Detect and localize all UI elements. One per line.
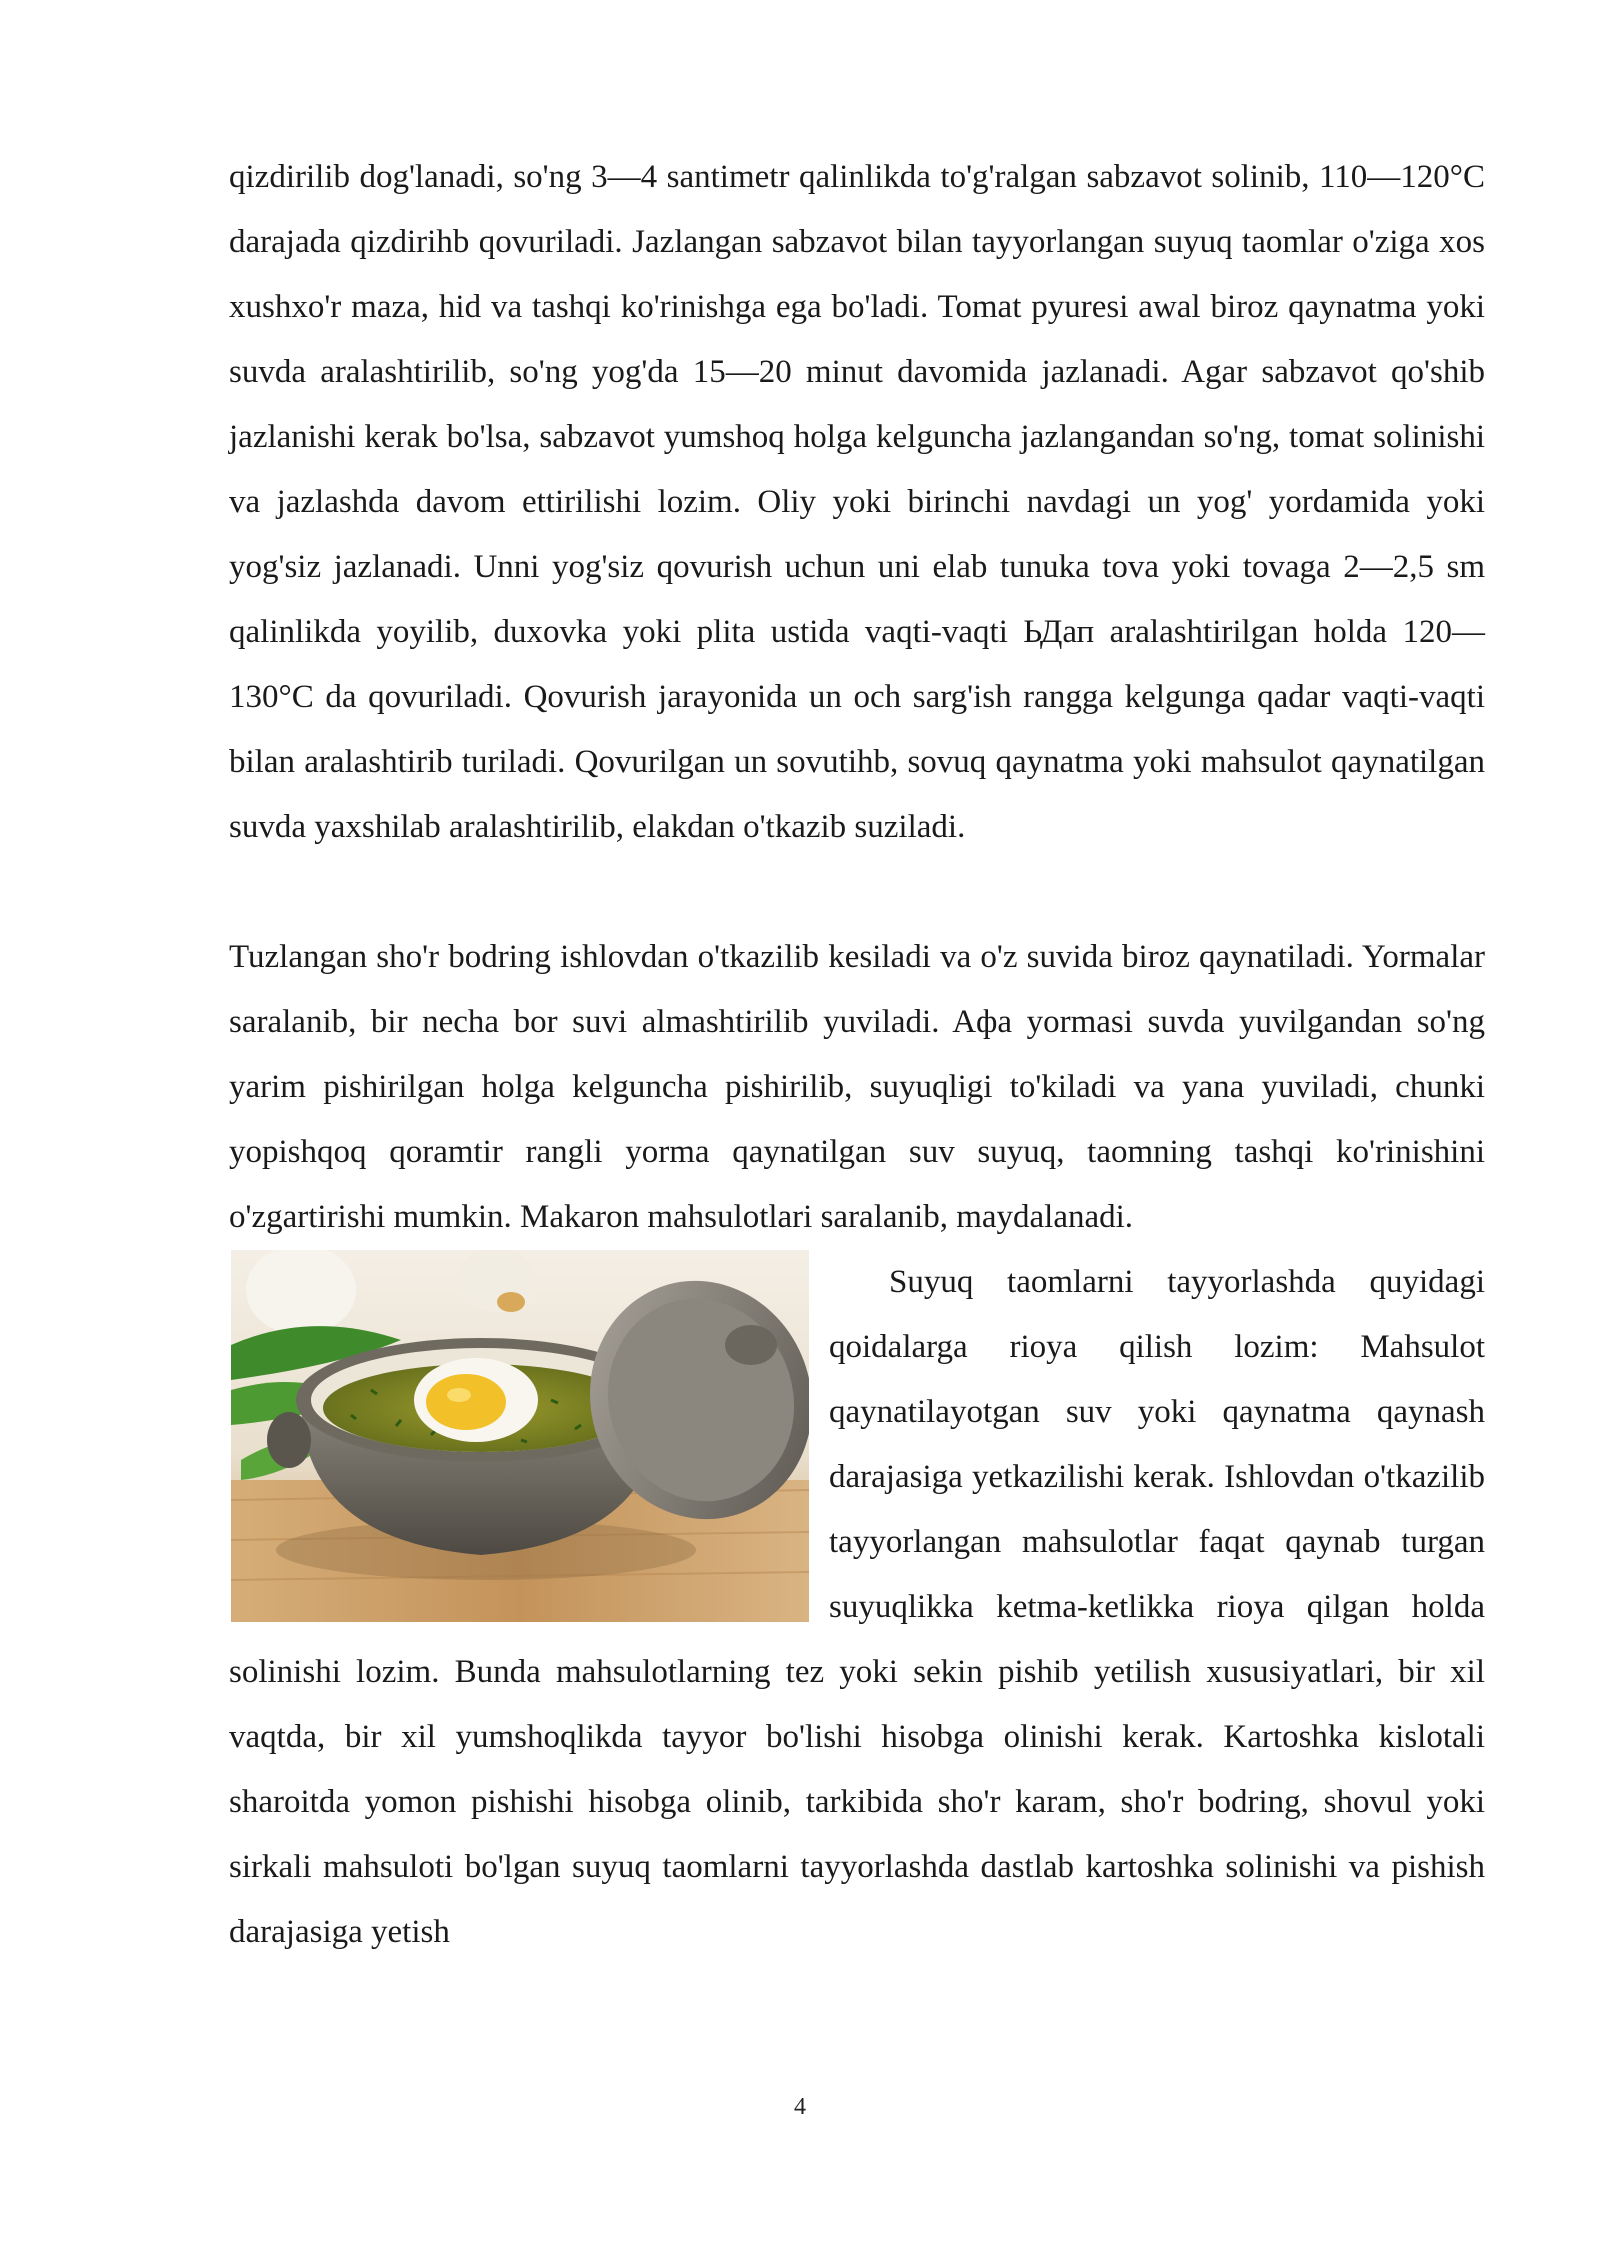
page-number: 4 xyxy=(794,2094,806,2120)
paragraph-1: qizdirilib dog'lanadi, so'ng 3—4 santimetr qalinlikda to'g'ralgan sabzavot solinib, 110—120°C darajada qizdirihb qovuriladi. Jazlangan sabzavot bilan tayyorlangan suyuq taomlar o'ziga xos xushxo'r maza, hid va tashqi ko'rinishga ega bo'ladi. Tomat pyuresi awal biroz qaynatma yoki suvda aralashtirilib, so'ng yog'da 15—20 minut davomida jazlanadi. Agar sabzavot qo'shib jazlanishi kerak bo'lsa, sabzavot yumshoq holga kelguncha jazlangandan so'ng, tomat solinishi va jazlashda davom ettirilishi lozim. Oliy yoki birinchi navdagi un yog' yordamida yoki yog'siz jazlanadi. Unni yog'siz qovurish uchun uni elab tunuka tova yoki tovaga 2—2,5 sm qalinlikda yoyilib, duxovka yoki plita ustida vaqti-vaqti ЬДап aralashtirilgan holda 120—130°C da qovuriladi. Qovurish jarayonida un och sarg'ish rangga kelgunga qadar vaqti-vaqti bilan aralashtirib turiladi. Qovurilgan un sovutihb, sovuq qaynatma yoki mahsulot qaynatilgan suvda yaxshilab aralashtirilib, elakdan o'tkazib suziladi. xyxy=(229,159,1485,845)
paragraph-2: Tuzlangan sho'r bodring ishlovdan o'tkazilib kesiladi va o'z suvida biroz qaynatiladi. Yormalar saralanib, bir necha bor suvi almashtirilib yuviladi. Aфa yormasi suvda yuvilgandan so'ng yarim pishirilgan holga kelguncha pishirilib, suyuqligi to'kiladi va yana yuviladi, chunki yopishqoq qoramtir rangli yorma qaynatilgan suv suyuq, taomning tashqi ko'rinishini o'zgartirishi mumkin. Makaron mahsulotlari saralanib, maydalanadi. xyxy=(229,939,1485,1235)
paragraph-gap xyxy=(229,860,1485,925)
soup-bowl-photo xyxy=(231,1250,809,1622)
paragraph-3-text: Suyuq taomlarni tayyorlashda quyidagi qoidalarga rioya qilish lozim: Mahsulot qaynatilayotgan suv yoki qaynatma qaynash darajasiga yetkazilishi kerak. Ishlovdan o'tkazilib tayyorlangan mahsulotlar faqat qaynab turgan suyuqlikka ketma-ketlikka rioya qilgan holda solinishi lozim. Bunda mahsulotlarning tez yoki sekin pishib yetilish xususiyatlari, bir xil vaqtda, bir xil yumshoqlikda tayyor bo'lishi hisobga olinishi kerak. Kartoshka kislotali sharoitda yomon pishishi hisobga olinib, tarkibida sho'r karam, sho'r bodring, shovul yoki sirkali mahsuloti bo'lgan suyuq taomlarni tayyorlashda dastlab kartoshka solinishi va pishish darajasiga yetish xyxy=(229,1264,1485,1950)
figure-paragraph xyxy=(229,1250,1485,1965)
page-body xyxy=(229,145,1485,1965)
